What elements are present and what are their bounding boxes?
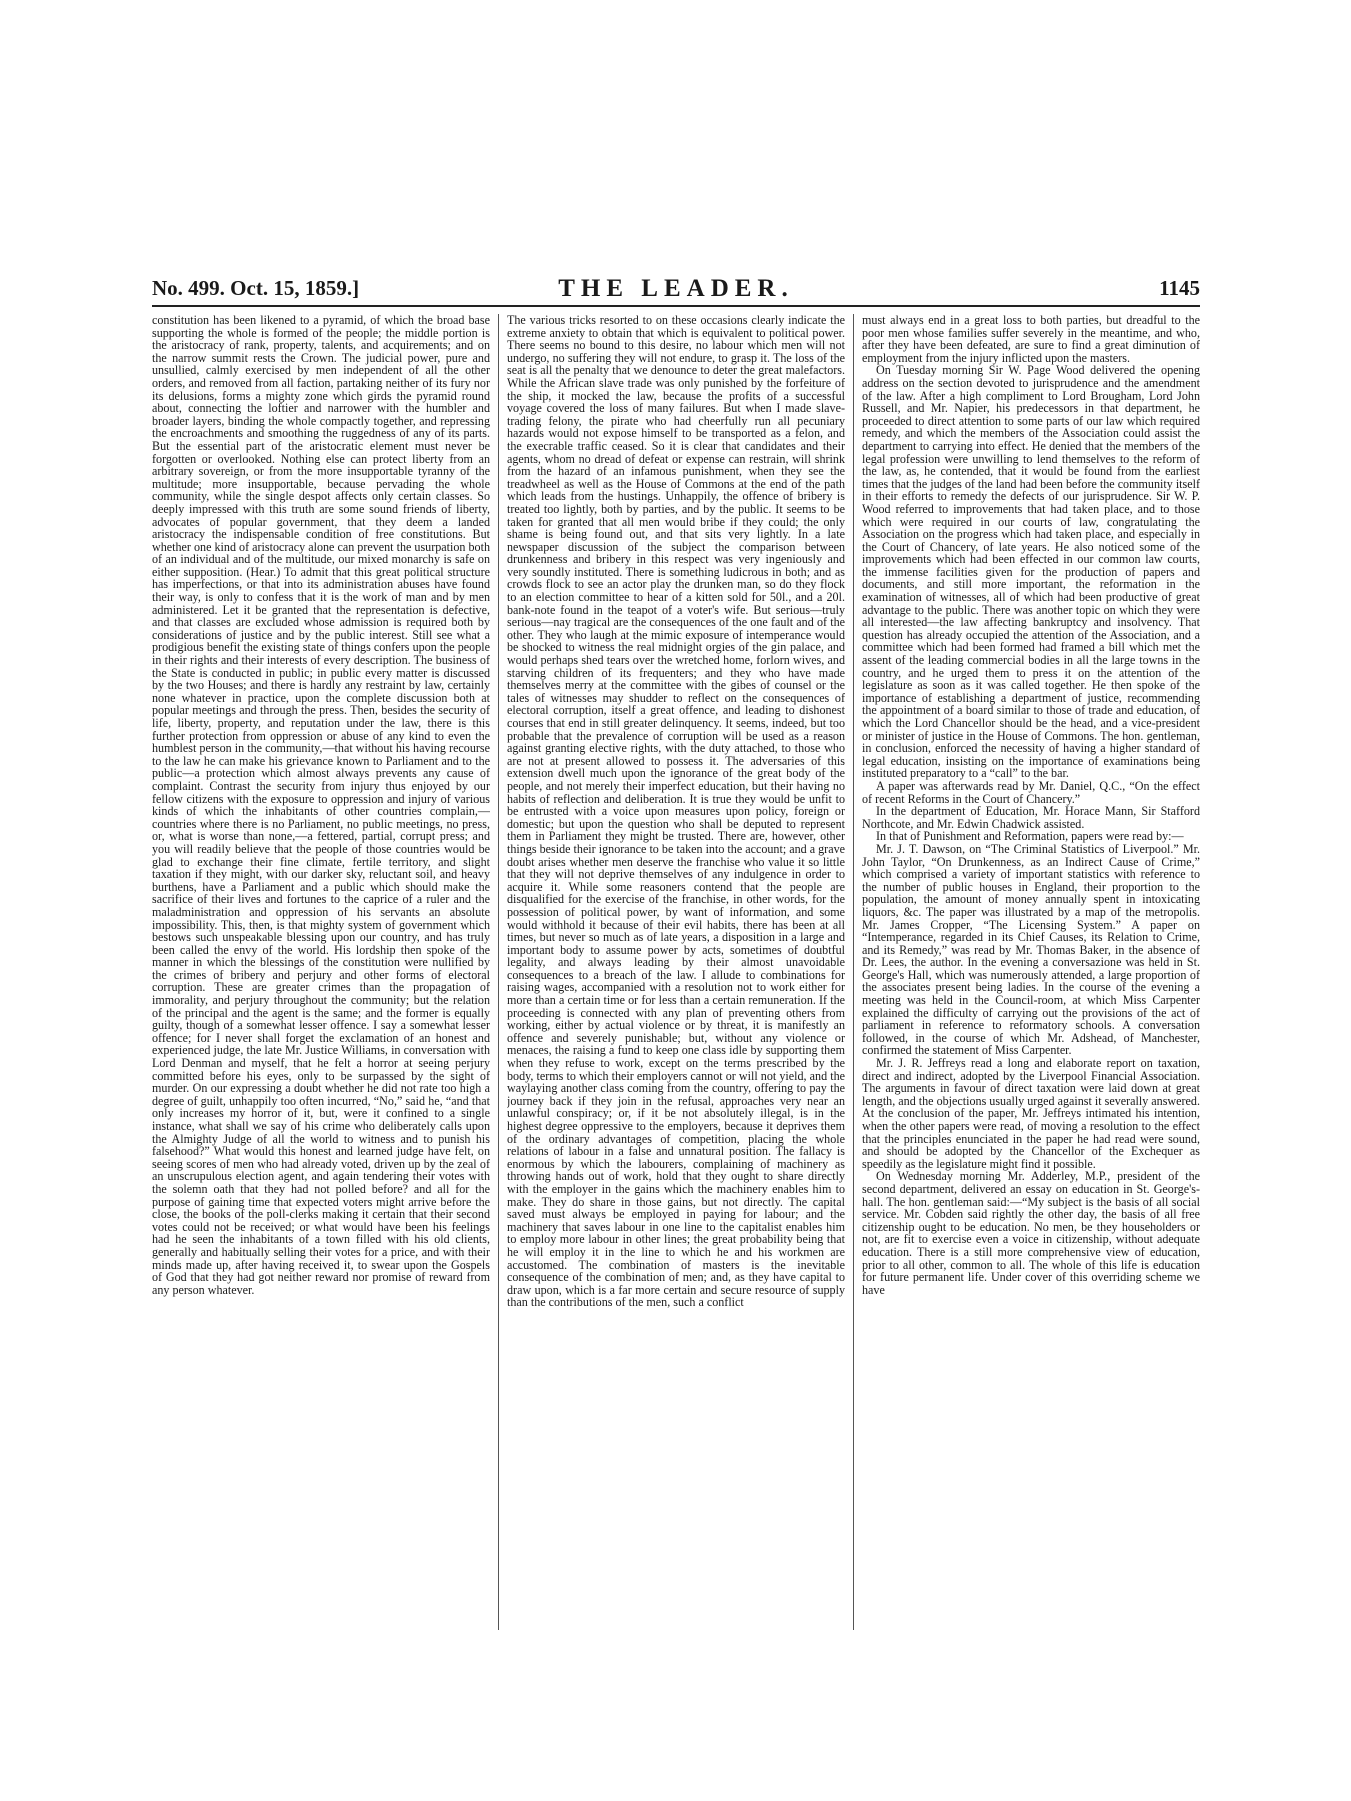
- column-3-paragraph-5: In that of Punishment and Reformation, papers were read by:—: [876, 829, 1184, 844]
- column-3-paragraph-3: A paper was afterwards read by Mr. Daniel, Q.C., “On the effect of recent Reforms in the Court of Chancery.”: [862, 778, 1200, 806]
- article-columns: [152, 314, 1200, 1630]
- column-3-paragraph-8: On Wednesday morning Mr. Adderley, M.P., president of the second department, delivered an essay on education in St. George's-hall. The hon. gentleman said:—“My subject is the basis of all social service. Mr. Cobden said rightly the other day, the basis of all free citizenship ought to be education. No men, be they householders or not, are fit to exercise even a voice in citizenship, without adequate education. There is a still more comprehensive view of education, prior to all other, common to all. The whole of this life is education for future permanent life. Under cover of this overriding scheme we have: [862, 1169, 1200, 1297]
- column-rule: [853, 314, 854, 1630]
- issue-date: No. 499. Oct. 15, 1859.]: [152, 276, 360, 300]
- column-1-paragraph-1: constitution has been likened to a pyramid, of which the broad base supporting the whole is formed of the people; the middle portion is the aristocracy of rank, property, talents, and acquirements; and on the narrow summit rests the Crown. The judicial power, pure and unsullied, calmly exercised by men independent of all the other orders, and removed from all faction, partaking neither of its fury nor its delusions, forms a mighty zone which girds the pyramid round about, connecting the loftier and narrower with the humbler and broader layers, binding the whole compactly together, and repressing the encroachments and smoothing the ruggedness of any of its parts. But the essential part of the aristocratic element must never be forgotten or overlooked. Nothing else can protect liberty from an arbitrary sovereign, or from the more insupportable tyranny of the multitude; more insupportable, because pervading the whole community, while the single despot affects only certain classes. So deeply impressed with this truth are some sound friends of liberty, advocates of popular government, that they deem a landed aristocracy the indispensable condition of free constitutions. But whether one kind of aristocracy alone can prevent the usurpation both of an individual and of the multitude, our mixed monarchy is safe on either supposition. (Hear.) To admit that this great political structure has imperfections, or that into its administration abuses have found their way, is only to confess that it is the work of man and by men administered. Let it be granted that the representation is defective, and that classes are excluded whose admission is required both by considerations of justice and by the public interest. Still see what a prodigious benefit the existing state of things confers upon the people in their rights and their interests of every description. The business of the State is conducted in public; in public every matter is discussed by the two Houses; and there is hardly any restraint by law, certainly none whatever in practice, upon the complete discussion both at popular meetings and through the press. Then, besides the security of life, liberty, property, and reputation under the law, there is this further protection from oppression or abuse of any kind to even the humblest person in the community,—that without his having recourse to the law he can make his grievance known to Parliament and to the public—a protection which almost always prevents any cause of complaint. Contrast the security from injury thus enjoyed by our fellow citizens with the exposure to oppression and injury of various kinds of which the inhabitants of other countries complain,—countries where there is no Parliament, no public meetings, no press, or, what is worse than none,—a fettered, partial, corrupt press; and you will readily believe that the people of those countries would be glad to exchange their fine climate, fertile territory, and slight taxation if they might, with our darker sky, reluctant soil, and heavy burthens, have a Parliament and a public which should make the sacrifice of their lives and fortunes to the caprice of a ruler and the maladministration and oppression of his servants an absolute impossibility. This, then, is that mighty system of government which bestows such unspeakable blessing upon our country, and has truly been called the envy of the world. His lordship then spoke of the manner in which the blessings of the constitution were nullified by the crimes of bribery and perjury and other forms of electoral corruption. These are greater crimes than the propagation of immorality, and perjury throughout the community; but the relation of the principal and the agent is the same; and the former is equally guilty, though of a somewhat lesser offence. I say a somewhat lesser offence; for I never shall forget the exclamation of an honest and experienced judge, the late Mr. Justice Williams, in conversation with Lord Denman and myself, that he felt a horror at seeing perjury committed before his eyes, only to be surpassed by the sight of murder. On our expressing a doubt whether he did not rate too high a degree of guilt, unhappily too often incurred, “No,” said he, “and that only increases my horror of it, but, were it confined to a single instance, what shall we say of his crime who deliberately calls upon the Almighty Judge of all the world to witness and to punish his falsehood?” What would this honest and learned judge have felt, on seeing scores of men who had already voted, driven up by the zeal of an unscrupulous election agent, and again tendering their votes with the solemn oath that they had not polled before? and all for the purpose of gaining time that expected voters might arrive before the close, the books of the poll-clerks making it certain that their second votes could not be received; or what would have been his feelings had he seen the inhabitants of a town filled with his old clients, generally and habitually selling their votes for a price, and with their minds made up, after having received it, to swear upon the Gospels of God that they had got neither reward nor promise of reward from any person whatever.: [152, 314, 490, 1297]
- column-3-paragraph-7: Mr. J. R. Jeffreys read a long and elaborate report on taxation, direct and indirect, adopted by the Liverpool Financial Association. The arguments in favour of direct taxation were laid down at great length, and the objections usually urged against it severally answered. At the conclusion of the paper, Mr. Jeffreys intimated his intention, when the other papers were read, of moving a resolution to the effect that the principles enunciated in the paper he had read were sound, and should be adopted by the Chancellor of the Exchequer as speedily as the legislature might find it possible.: [862, 1056, 1200, 1171]
- page-number: 1145: [1159, 276, 1200, 300]
- column-rule: [498, 314, 499, 1630]
- column-2: [507, 314, 845, 1630]
- column-3-paragraph-2: On Tuesday morning Sir W. Page Wood delivered the opening address on the section devoted to jurisprudence and the amendment of the law. After a high compliment to Lord Brougham, Lord John Russell, and Mr. Napier, his predecessors in that department, he proceeded to direct attention to some parts of our law which required remedy, and which the members of the Association could assist the department to carrying into effect. He denied that the members of the legal profession were unwilling to lend themselves to the reform of the law, as, he contended, that it would be found from the earliest times that the judges of the land had been before the community itself in their efforts to remedy the defects of our jurisprudence. Sir W. P. Wood referred to improvements that had taken place, and to those which were required in our courts of law, congratulating the Association on the progress which had taken place, and especially in the Court of Chancery, of late years. He also noticed some of the improvements which had been effected in our common law courts, the immense facilities given for the production of papers and documents, and still more important, the reformation in the examination of witnesses, all of which had been productive of great advantage to the public. There was another topic on which they were all interested—the law affecting bankruptcy and insolvency. That question has already occupied the attention of the Association, and a committee which had been formed had framed a bill which met the assent of the leading commercial bodies in all the large towns in the country, and he urged them to press it on the attention of the legislature as soon as it was called together. He then spoke of the importance of establishing a department of justice, recommending the appointment of a board similar to those of trade and education, of which the Lord Chancellor should be the head, and a vice-president or minister of justice in the House of Commons. The hon. gentleman, in conclusion, enforced the necessity of having a higher standard of legal education, insisting on the importance of examinations being instituted preparatory to a “call” to the bar.: [862, 363, 1200, 781]
- column-1: [152, 314, 490, 1630]
- column-3-paragraph-1: must always end in a great loss to both parties, but dreadful to the poor men whose families suffer severely in the meantime, and who, after they have been defeated, are sure to find a great diminution of employment from the injury inflicted upon the masters.: [862, 314, 1200, 365]
- column-3-paragraph-6: Mr. J. T. Dawson, on “The Criminal Statistics of Liverpool.” Mr. John Taylor, “On Drunkenness, as an Indirect Cause of Crime,” which comprised a variety of important statistics with reference to the number of public houses in England, their proportion to the population, the amount of money annually spent in intoxicating liquors, &c. The paper was illustrated by a map of the metropolis. Mr. James Cropper, “The Licensing System.” A paper on “Intemperance, regarded in its Chief Causes, its Relation to Crime, and its Remedy,” was read by Mr. Thomas Baker, in the absence of Dr. Lees, the author. In the evening a conversazione was held in St. George's Hall, which was numerously attended, a large proportion of the associates present being ladies. In the course of the evening a meeting was held in the Council-room, at which Miss Carpenter explained the difficulty of carrying out the provisions of the act of parliament in reference to reformatory schools. A conversation followed, in the course of which Mr. Adshead, of Manchester, confirmed the statement of Miss Carpenter.: [862, 841, 1200, 1058]
- column-3: [862, 314, 1200, 1630]
- page-header: [152, 275, 1200, 307]
- column-2-paragraph-1: The various tricks resorted to on these occasions clearly indicate the extreme anxiety to obtain that which is equivalent to political power. There seems no bound to this desire, no labour which men will not undergo, no suffering they will not endure, to grasp it. The loss of the seat is all the penalty that we denounce to deter the great malefactors. While the African slave trade was only punished by the forfeiture of the ship, it mocked the law, because the profits of a successful voyage covered the loss of many failures. But when I made slave-trading felony, the pirate who had cheerfully run all pecuniary hazards would not expose himself to be transported as a felon, and the execrable traffic ceased. So it is clear that candidates and their agents, whom no dread of defeat or expense can restrain, will shrink from the hazard of an infamous punishment, when they see the treadwheel as well as the House of Commons at the end of the path which leads from the hustings. Unhappily, the offence of bribery is treated too lightly, both by parties, and by the public. It seems to be taken for granted that all men would bribe if they could; the only shame is being found out, and that sits very lightly. In a late newspaper discussion of the subject the comparison between drunkenness and bribery in this respect was very ingeniously and very soundly instituted. There is something ludicrous in both; and as crowds flock to see an actor play the drunken man, so do they flock to an election committee to hear of a kitten sold for 50l., and a 20l. bank-note found in the teapot of a voter's wife. But serious—truly serious—nay tragical are the consequences of the one fault and of the other. They who laugh at the mimic exposure of intemperance would be shocked to witness the real midnight orgies of the gin palace, and would perhaps shed tears over the wretched home, forlorn wives, and starving children of its frequenters; and they who have made themselves merry at the committee with the gibes of counsel or the tales of witnesses may shudder to reflect on the consequences of electoral corruption, itself a great offence, and leading to dishonest courses that end in still greater delinquency. It seems, indeed, but too probable that the prevalence of corruption will be used as a reason against granting elective rights, with the duty attached, to those who are not at present allowed to possess it. The adversaries of this extension dwell much upon the ignorance of the great body of the people, and not merely their imperfect education, but their having no habits of reflection and deliberation. It is true they would be unfit to be entrusted with a voice upon measures upon policy, foreign or domestic; but upon the question who shall be deputed to represent them in Parliament they might be trusted. There are, however, other things beside their ignorance to be taken into the account; and a grave doubt arises whether men deserve the franchise who value it so little that they will not deprive themselves of any indulgence in order to acquire it. While some reasoners contend that the people are disqualified for the exercise of the franchise, in other words, for the possession of political power, by want of information, and some would withhold it because of their evil habits, there has been at all times, but never so much as of late years, a disposition in a large and important body to assume power by acts, sometimes of doubtful legality, and always leading by their almost unavoidable consequences to a breach of the law. I allude to combinations for raising wages, accompanied with a resolution not to work either for more than a certain time or for less than a certain remuneration. If the proceeding is connected with any plan of preventing others from working, either by actual violence or by threat, it is manifestly an offence and severely punishable; but, without any violence or menaces, the raising a fund to keep one class idle by supporting them when they refuse to work, except on the terms prescribed by the body, terms to which their employers cannot or will not yield, and the waylaying another class coming from the country, offering to pay the journey back if they join in the refusal, approaches very near an unlawful conspiracy; or, if it be not absolutely illegal, is in the highest degree oppressive to the employers, because it deprives them of the ordinary advantages of competition, placing the whole relations of labour in a false and unnatural position. The fallacy is enormous by which the labourers, complaining of machinery as throwing hands out of work, hold that they ought to share directly with the employer in the gains which the machinery enables him to make. They do share in those gains, but not directly. The capital saved must always be employed in paying for labour; and the machinery that saves labour in one line to the capitalist enables him to employ more labour in other lines; the great probability being that he will employ it in the line to which he and his workmen are accustomed. The combination of masters is the inevitable consequence of the combination of men; and, as they have capital to draw upon, which is a far more certain and secure resource of supply than the contributions of the men, such a conflict: [507, 314, 845, 1310]
- column-3-paragraph-4: In the department of Education, Mr. Horace Mann, Sir Stafford Northcote, and Mr. Edwin Chadwick assisted.: [862, 804, 1200, 831]
- masthead-title: THE LEADER.: [558, 275, 794, 302]
